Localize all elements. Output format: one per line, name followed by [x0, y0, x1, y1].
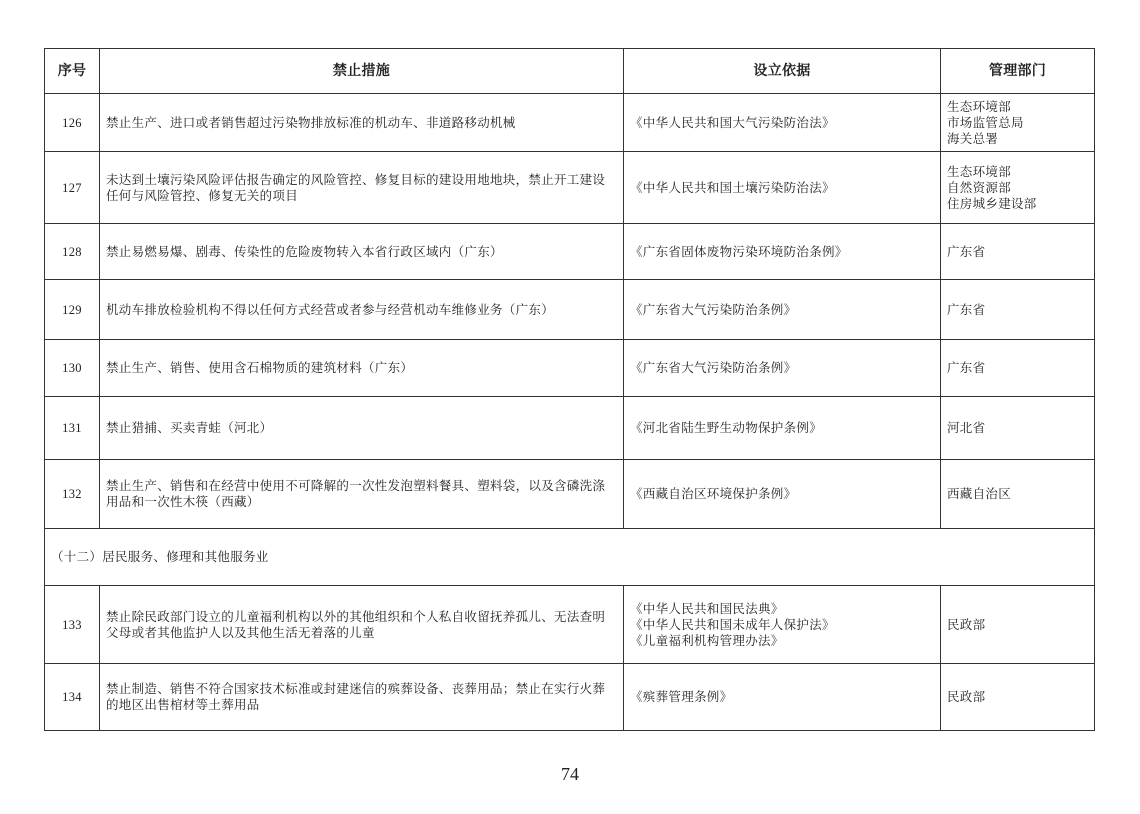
row-number: 130: [45, 340, 100, 397]
table-row: [45, 152, 1095, 224]
header-basis: 设立依据: [624, 49, 941, 94]
row-measure: 未达到土壤污染风险评估报告确定的风险管控、修复目标的建设用地地块，禁止开工建设任何与风险管控、修复无关的项目: [100, 152, 624, 224]
row-basis: [624, 460, 941, 529]
basis-law: 《西藏自治区环境保护条例》: [630, 486, 797, 501]
row-measure: 禁止除民政部门设立的儿童福利机构以外的其他组织和个人私自收留抚养孤儿、无法查明父母或者其他监护人以及其他生活无着落的儿童: [100, 586, 624, 664]
basis-law: 《殡葬管理条例》: [630, 689, 733, 704]
basis-law: 《儿童福利机构管理办法》: [630, 632, 784, 648]
header-dept: 管理部门: [941, 49, 1095, 94]
table-row: [45, 664, 1095, 731]
row-dept: [941, 460, 1095, 529]
basis-law: 《中华人民共和国未成年人保护法》: [630, 616, 835, 632]
prohibition-table: [44, 48, 1095, 731]
row-dept: [941, 397, 1095, 460]
row-number: 128: [45, 224, 100, 280]
basis-law: 《广东省固体废物污染环境防治条例》: [630, 243, 848, 259]
section-title: （十二）居民服务、修理和其他服务业: [45, 529, 1095, 586]
row-measure: 禁止易燃易爆、剧毒、传染性的危险废物转入本省行政区域内（广东）: [100, 224, 624, 280]
basis-law: 《广东省大气污染防治条例》: [630, 301, 797, 317]
row-measure: 禁止生产、销售和在经营中使用不可降解的一次性发泡塑料餐具、塑料袋，以及含磷洗涤用品和一次性木筷（西藏）: [100, 460, 624, 529]
row-dept: [941, 340, 1095, 397]
table-header-row: [45, 49, 1095, 94]
row-basis: [624, 664, 941, 731]
page-number: 74: [561, 764, 579, 784]
header-measure: 禁止措施: [100, 49, 624, 94]
dept-name: 海关总署: [947, 130, 999, 146]
header-seq: 序号: [45, 49, 100, 94]
dept-name: 广东省: [947, 360, 986, 375]
dept-name: 广东省: [947, 243, 986, 259]
row-number: 133: [45, 586, 100, 664]
row-dept: [941, 586, 1095, 664]
row-measure: 禁止生产、进口或者销售超过污染物排放标准的机动车、非道路移动机械: [100, 94, 624, 152]
dept-name: 河北省: [947, 420, 986, 435]
row-number: 131: [45, 397, 100, 460]
row-basis: [624, 280, 941, 340]
row-measure: 禁止生产、销售、使用含石棉物质的建筑材料（广东）: [100, 340, 624, 397]
basis-law: 《中华人民共和国民法典》: [630, 600, 784, 616]
dept-name: 民政部: [947, 616, 986, 632]
dept-name: 住房城乡建设部: [947, 195, 1037, 211]
row-basis: [624, 152, 941, 224]
row-measure: 禁止制造、销售不符合国家技术标准或封建迷信的殡葬设备、丧葬用品；禁止在实行火葬的地区出售棺材等土葬用品: [100, 664, 624, 731]
table-row: [45, 340, 1095, 397]
row-dept: [941, 94, 1095, 152]
table-row: [45, 94, 1095, 152]
row-measure: 机动车排放检验机构不得以任何方式经营或者参与经营机动车维修业务（广东）: [100, 280, 624, 340]
dept-name: 市场监管总局: [947, 114, 1024, 130]
row-dept: [941, 224, 1095, 280]
row-number: 132: [45, 460, 100, 529]
dept-name: 民政部: [947, 689, 986, 704]
table-row: [45, 397, 1095, 460]
dept-name: 广东省: [947, 301, 986, 317]
table-row: [45, 586, 1095, 664]
table-row: [45, 460, 1095, 529]
table-row: [45, 224, 1095, 280]
basis-law: 《中华人民共和国土壤污染防治法》: [630, 179, 835, 195]
row-basis: [624, 94, 941, 152]
row-number: 134: [45, 664, 100, 731]
dept-name: 自然资源部: [947, 179, 1012, 195]
dept-name: 西藏自治区: [947, 486, 1012, 501]
row-measure: 禁止猎捕、买卖青蛙（河北）: [100, 397, 624, 460]
row-basis: [624, 224, 941, 280]
dept-name: 生态环境部: [947, 163, 1012, 179]
row-number: 127: [45, 152, 100, 224]
basis-law: 《河北省陆生野生动物保护条例》: [630, 420, 823, 435]
dept-name: 生态环境部: [947, 98, 1012, 114]
row-dept: [941, 664, 1095, 731]
row-dept: [941, 152, 1095, 224]
basis-law: 《中华人民共和国大气污染防治法》: [630, 114, 835, 130]
row-basis: [624, 586, 941, 664]
table-row: [45, 280, 1095, 340]
row-number: 126: [45, 94, 100, 152]
row-basis: [624, 340, 941, 397]
row-dept: [941, 280, 1095, 340]
section-row: [45, 529, 1095, 586]
row-basis: [624, 397, 941, 460]
basis-law: 《广东省大气污染防治条例》: [630, 360, 797, 375]
row-number: 129: [45, 280, 100, 340]
